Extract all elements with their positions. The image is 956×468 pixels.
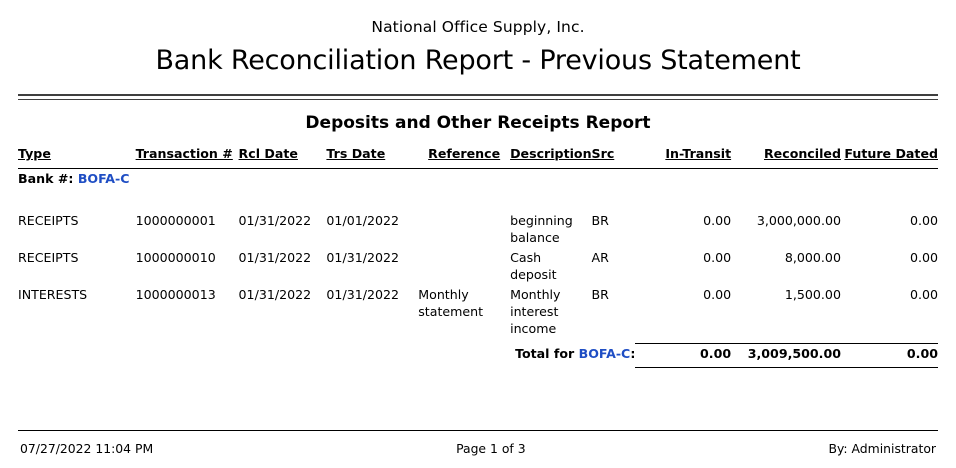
footer-author: By: Administrator xyxy=(828,441,936,456)
totals-bottom-rule xyxy=(18,363,938,367)
totals-in-transit: 0.00 xyxy=(700,346,732,362)
cell-reference xyxy=(418,211,510,248)
col-description: Description xyxy=(510,146,592,161)
cell-type: RECEIPTS xyxy=(18,250,79,266)
footer-page-number: Page 1 of 3 xyxy=(456,441,526,456)
totals-row xyxy=(18,344,938,364)
cell-transaction: 1000000001 xyxy=(135,213,216,228)
table-row xyxy=(18,211,938,248)
col-in-transit: In-Transit xyxy=(665,146,732,161)
section-title: Deposits and Other Receipts Report xyxy=(305,113,651,133)
cell-transaction: 1000000013 xyxy=(135,287,216,303)
deposits-table xyxy=(18,146,938,368)
col-type: Type xyxy=(18,146,51,161)
cell-in-transit: 0.00 xyxy=(703,250,732,266)
cell-trs-date: 01/31/2022 xyxy=(326,250,400,266)
cell-rcl-date: 01/31/2022 xyxy=(238,287,312,303)
page-footer xyxy=(20,441,936,456)
totals-label-prefix: Total for xyxy=(515,345,575,361)
cell-description: beginning balance xyxy=(510,213,573,245)
cell-type: INTERESTS xyxy=(18,287,88,303)
col-transaction: Transaction # xyxy=(135,146,233,161)
cell-reconciled: 3,000,000.00 xyxy=(756,213,841,228)
totals-label-suffix: : xyxy=(630,345,636,361)
cell-in-transit: 0.00 xyxy=(703,213,732,228)
footer-divider xyxy=(18,430,938,431)
col-rcl-date: Rcl Date xyxy=(238,146,298,161)
cell-in-transit: 0.00 xyxy=(703,287,732,303)
cell-transaction: 1000000010 xyxy=(135,250,216,266)
cell-rcl-date: 01/31/2022 xyxy=(238,250,312,266)
cell-description: Monthly interest income xyxy=(510,287,561,336)
company-name: National Office Supply, Inc. xyxy=(371,18,585,36)
table-row xyxy=(18,248,938,285)
cell-future-dated: 0.00 xyxy=(909,213,938,228)
cell-reference xyxy=(418,248,510,285)
table-row xyxy=(18,285,938,339)
group-spacer xyxy=(18,188,938,211)
cell-rcl-date: 01/31/2022 xyxy=(238,213,312,228)
totals-future-dated: 0.00 xyxy=(906,346,938,362)
cell-trs-date: 01/01/2022 xyxy=(326,213,400,228)
col-reference: Reference xyxy=(428,146,501,161)
cell-src: AR xyxy=(591,250,609,266)
page-title: Bank Reconciliation Report - Previous Statement xyxy=(155,45,801,76)
cell-reconciled: 1,500.00 xyxy=(784,287,841,303)
cell-future-dated: 0.00 xyxy=(909,287,938,303)
cell-future-dated: 0.00 xyxy=(909,250,938,266)
col-trs-date: Trs Date xyxy=(326,146,386,161)
cell-type: RECEIPTS xyxy=(18,213,79,228)
bank-label: Bank #: xyxy=(18,171,74,186)
cell-trs-date: 01/31/2022 xyxy=(326,287,400,303)
cell-description: Cash deposit xyxy=(510,250,557,282)
cell-src: BR xyxy=(591,213,609,228)
col-reconciled: Reconciled xyxy=(763,146,841,161)
table-header-row xyxy=(18,146,938,164)
totals-reconciled: 3,009,500.00 xyxy=(747,346,841,362)
bank-code-link[interactable]: BOFA-C xyxy=(77,171,130,186)
col-src: Src xyxy=(591,146,615,161)
cell-reference: Monthly statement xyxy=(418,287,484,320)
totals-bank-code[interactable]: BOFA-C xyxy=(578,345,631,361)
footer-timestamp: 07/27/2022 11:04 PM xyxy=(20,441,154,456)
cell-src: BR xyxy=(591,287,609,303)
cell-reconciled: 8,000.00 xyxy=(784,250,841,266)
bank-group-row xyxy=(18,169,938,189)
col-future-dated: Future Dated xyxy=(844,146,938,161)
